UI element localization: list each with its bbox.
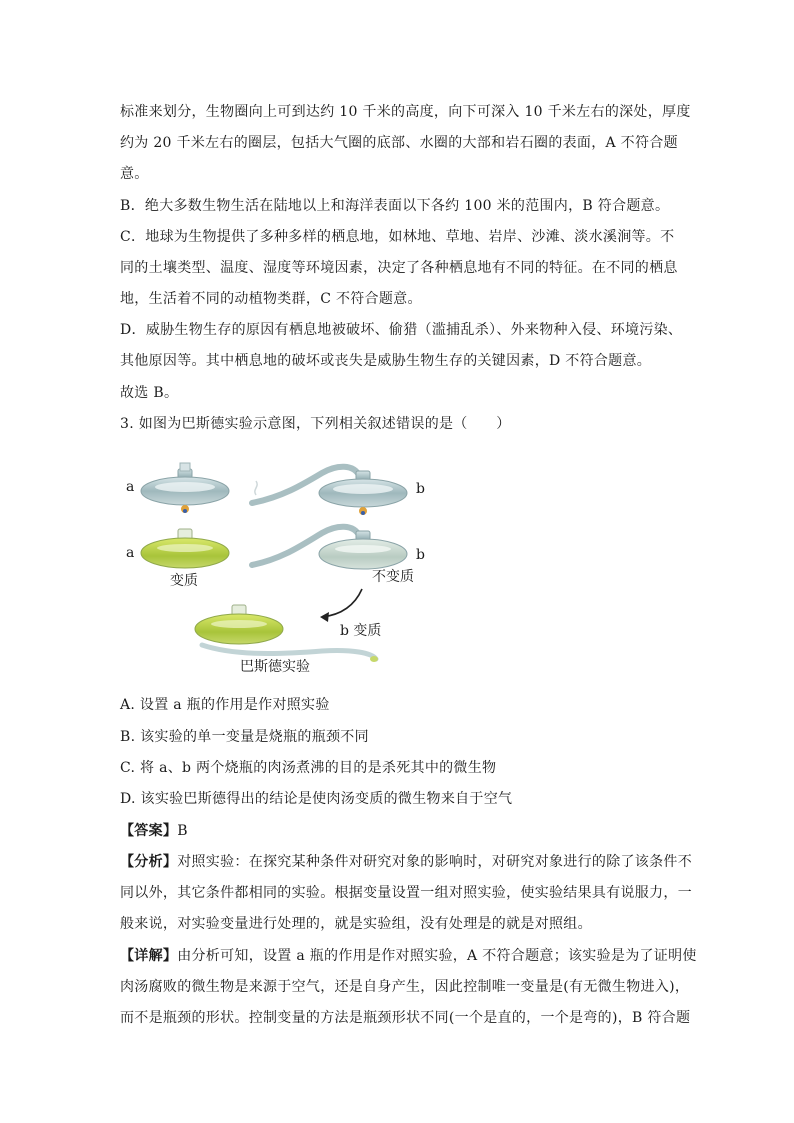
analysis-tag: 【分析】 xyxy=(120,854,178,870)
answer-line xyxy=(120,821,188,841)
pasteur-figure xyxy=(122,455,442,685)
option-a: A. 设置 a 瓶的作用是作对照实验 xyxy=(120,697,330,713)
answer-tag: 【答案】 xyxy=(120,823,178,839)
detail-text: 由分析可知，设置 a 瓶的作用是作对照实验，A 不符合题意；该实验是为了证明使 xyxy=(177,948,697,964)
label-b-spoiled: b 变质 xyxy=(340,623,382,639)
detail-line: 肉汤腐败的微生物是来源于空气，还是自身产生，因此控制唯一变量是(有无微生物进入)， xyxy=(120,979,690,995)
text-line: 标准来划分，生物圈向上可到达约 10 千米的高度，向下可深入 10 千米左右的深处，厚度 xyxy=(120,104,691,120)
text-line: 故选 B。 xyxy=(120,385,179,401)
analysis-text: 对照实验：在探究某种条件对研究对象的影响时，对研究对象进行的除了该条件不 xyxy=(177,854,693,870)
analysis-line: 同以外，其它条件都相同的实验。根据变量设置一组对照实验，使实验结果具有说服力，一 xyxy=(120,885,692,901)
option-d: D. 该实验巴斯德得出的结论是使肉汤变质的微生物来自于空气 xyxy=(120,791,513,807)
detail-line: 而不是瓶颈的形状。控制变量的方法是瓶颈形状不同(一个是直的，一个是弯的)，B 符合题 xyxy=(120,1010,691,1026)
text-line: D．威胁生物生存的原因有栖息地被破坏、偷猎（滥捕乱杀）、外来物种入侵、环境污染、 xyxy=(120,322,683,338)
label-a-top: a xyxy=(126,479,135,495)
detail-tag: 【详解】 xyxy=(120,948,178,964)
label-spoiled: 变质 xyxy=(170,573,198,589)
label-b-top: b xyxy=(416,481,425,497)
analysis-line: 般来说，对实验变量进行处理的，就是实验组，没有处理是的就是对照组。 xyxy=(120,916,592,932)
flask-b-not-spoiled xyxy=(252,527,407,569)
text-line: 意。 xyxy=(120,166,149,182)
figure-caption: 巴斯德实验 xyxy=(240,659,310,675)
detail-line xyxy=(120,946,697,966)
text-line: C．地球为生物提供了多种多样的栖息地，如林地、草地、岩岸、沙滩、淡水溪涧等。不 xyxy=(120,229,675,245)
answer-value: B xyxy=(177,823,188,839)
label-b-bottom: b xyxy=(416,547,425,563)
analysis-line xyxy=(120,852,692,872)
label-a-bottom: a xyxy=(126,545,135,561)
flask-b-boiling xyxy=(252,467,407,515)
flask-a-boiling xyxy=(141,463,229,513)
label-not-spoiled: 不变质 xyxy=(372,569,414,585)
option-b: B. 该实验的单一变量是烧瓶的瓶颈不同 xyxy=(120,729,369,745)
text-line: 地，生活着不同的动植物类群，C 不符合题意。 xyxy=(120,291,422,307)
text-line: 同的土壤类型、温度、湿度等环境因素，决定了各种栖息地有不同的特征。在不同的栖息 xyxy=(120,260,678,276)
text-line: 其他原因等。其中栖息地的破坏或丧失是威胁生物生存的关键因素，D 不符合题意。 xyxy=(120,353,652,369)
text-line: B．绝大多数生物生活在陆地以上和海洋表面以下各约 100 米的范围内，B 符合题意。 xyxy=(120,198,670,214)
option-c: C. 将 a、b 两个烧瓶的肉汤煮沸的目的是杀死其中的微生物 xyxy=(120,760,497,776)
flask-a-spoiled xyxy=(141,529,229,568)
question-stem: 3. 如图为巴斯德实验示意图，下列相关叙述错误的是（ ） xyxy=(120,416,511,432)
text-line: 约为 20 千米左右的圈层，包括大气圈的底部、水圈的大部和岩石圈的表面，A 不符合题 xyxy=(120,135,678,151)
